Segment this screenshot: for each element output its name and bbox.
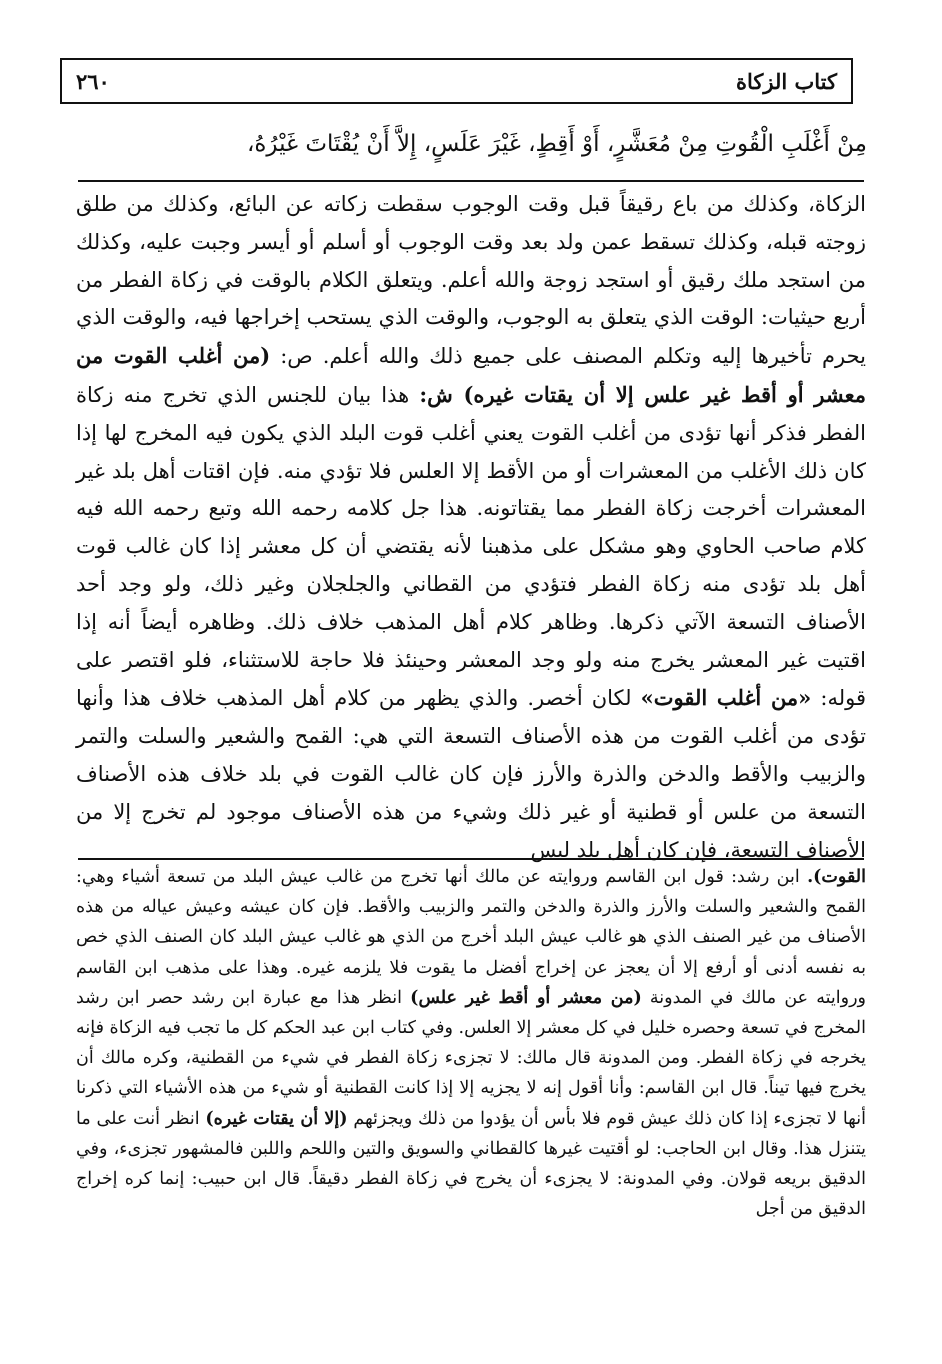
note-bold-3: (إلا أن يقتات غيره) (205, 1108, 348, 1129)
note-part-1: ابن رشد: قول ابن القاسم وروايته عن مالك أنها تخرج من غالب عيش البلد من تسعة أشياء وهي: القمح والشعير والسلت والأرز والذرة والدخن والتمر والزبيب والأقط. فإن كان عيشه وعيش عياله من هذه الأصناف من غير الصنف الذي هو غالب عيش البلد أخرج من الذي هو غالب عيش البلد كان الصنف الذي خص به نفسه أدنى أو أرفع إلا أن يعجز عن إخراج أفضل ما يقوت فلا يلزمه غيره. وهذا على مذهب ابن القاسم وروايته عن مالك في المدونة (76, 867, 866, 1008)
footnotes-text (76, 862, 866, 1224)
note-bold-2: (من معشر أو أقط غير علس) (410, 987, 642, 1008)
note-part-2: انظر هذا مع عبارة ابن رشد حصر ابن رشد المخرج في تسعة وحصره خليل في كل معشر إلا العلس. وفي كتاب ابن عبد الحكم كل ما تجب فيه الزكاة فإنه يخرجه في زكاة الفطر. ومن المدونة قال مالك: لا تجزىء زكاة الفطر في شيء من القطنية، وكره مالك أن يخرج فيها تيناً. قال ابن القاسم: وأنا أقول إنه لا يجزيه إلا إذا كانت القطنية أو شيء من هذه الأشياء التي ذكرنا أنها لا تجزىء إذا كان ذلك عيش قوم فلا بأس أن يؤدوا من ذلك ويجزئهم (76, 987, 866, 1129)
matn-divider (78, 180, 864, 182)
note-part-3: انظر أنت على ما يتنزل هذا. وقال ابن الحاجب: لو أقتيت غيرها كالقطاني والسويق والتين واللحم واللبن فالمشهور تجزىء، وفي الدقيق بريعه قولان. وفي المدونة: لا يجزىء أن يخرج في زكاة الفطر دقيقاً. قال ابن حبيب: إنما كره إخراج الدقيق من أجل (76, 1108, 866, 1220)
footnote-divider (78, 858, 864, 860)
page-number: ٢٦٠ (76, 68, 110, 94)
commentary-part-3: لكان أخصر. والذي يظهر من كلام أهل المذهب خلاف هذا وأنها تؤدى من أغلب القوت من هذه الأصناف التسعة التي هي: القمح والشعير والسلت والتمر والزبيب والأقط والدخن والذرة والأرز فإن كان غالب القوت في بلد خلاف هذه الأصناف التسعة من علس أو قطنية أو غير ذلك وشيء من هذه الأصناف موجود لم تخرج إلا من الأصناف التسعة، فإن كان أهل بلد ليس (76, 686, 866, 862)
commentary-bold-quote-2: «من أغلب القوت» (640, 685, 812, 711)
commentary-part-1: الزكاة، وكذلك من باع رقيقاً قبل وقت الوجوب سقطت زكاته عن البائع، وكذلك من طلق زوجته قبله، وكذلك تسقط عمن ولد بعد وقت الوجوب أو أسلم أو أيسر وجبت عليه، وكذلك من استجد ملك رقيق أو استجد زوجة والله أعلم. ويتعلق الكلام بالوقت في زكاة الفطر من أربع حيثيات: الوقت الذي يتعلق به الوجوب، والوقت الذي يستحب إخراجها فيه، والوقت الذي يحرم تأخيرها إليه وتكلم المصنف على جميع ذلك والله أعلم. ص: (76, 192, 866, 369)
book-title: كتاب الزكاة (735, 68, 837, 94)
page-header (60, 58, 853, 104)
commentary-part-2: هذا بيان للجنس الذي تخرج منه زكاة الفطر فذكر أنها تؤدى من أغلب القوت يعني أغلب قوت البلد الذي يكون فيه المخرج لها إذا كان ذلك الأغلب من المعشرات أو من الأقط إلا العلس فلا تؤدي منه. فإن اقتات أهل بلد غير المعشرات أخرجت زكاة الفطر مما يقتاتونه. هذا جل كلامه رحمه الله وتبع رحمه الله فيه كلام صاحب الحاوي وهو مشكل على مذهبنا لأنه يقتضي أن كل معشر إذا كان غالب قوت أهل بلد تؤدى منه زكاة الفطر فتؤدي من القطاني والجلجلان وغير ذلك، ولو وجد أحد الأصناف التسعة الآتي ذكرها. وظاهر كلام أهل المذهب خلاف ذلك. وظاهره أيضاً أنه إذا اقتيت غير المعشر يخرج منه ولو وجد المعشر وحينئذ فلا حاجة للاستثناء، فلو اقتصر على قوله: (76, 382, 866, 711)
matn-text: مِنْ أَغْلَبِ الْقُوتِ مِنْ مُعَشَّرٍ، أَوْ أَقِطٍ، غَيْرَ عَلَسٍ، إِلاَّ أَنْ يُقْتَاتَ غَيْرُهُ، (246, 131, 867, 157)
commentary-bold-quote: (من أغلب القوت من معشر أو أقط غير علس إلا أن يقتات غيره) ش: (76, 343, 866, 407)
note-bold-1: القوت). (807, 867, 866, 887)
commentary-text (76, 186, 866, 869)
